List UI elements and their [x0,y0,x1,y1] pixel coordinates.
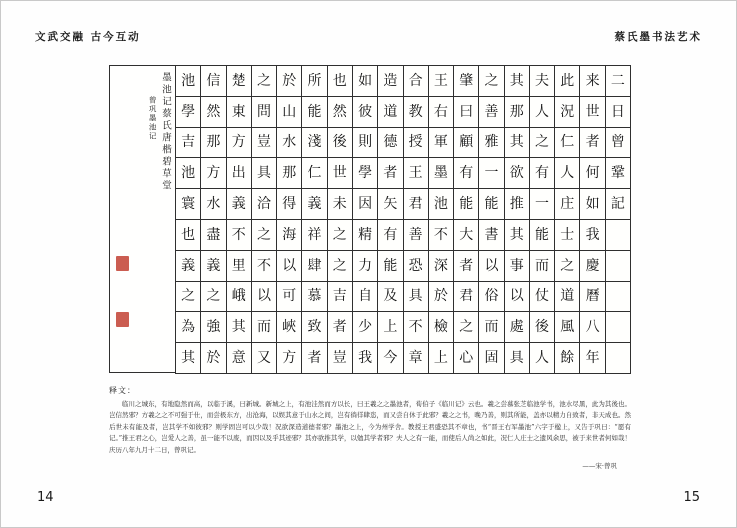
glyph-cell: 以 [277,251,302,282]
glyph-cell: 君 [454,282,479,313]
glyph-cell: 義 [227,189,252,220]
glyph-cell [606,251,631,282]
glyph-cell: 以 [252,282,277,313]
glyph-cell: 豈 [328,343,353,374]
glyph-cell: 上 [378,312,403,343]
glyph-cell: 淺 [302,128,327,159]
glyph-cell: 仁 [555,128,580,159]
glyph-cell: 造 [378,66,403,97]
glyph-cell: 者 [378,158,403,189]
glyph-cell: 具 [252,158,277,189]
glyph-cell: 能 [530,220,555,251]
glyph-cell: 洽 [252,189,277,220]
colophon-subtitle: 曾巩墨池记 [148,96,158,141]
glyph-cell: 不 [227,220,252,251]
glyph-cell: 為 [176,312,201,343]
glyph-cell: 能 [479,189,504,220]
glyph-cell: 庄 [555,189,580,220]
glyph-cell: 池 [176,66,201,97]
glyph-cell: 推 [505,189,530,220]
glyph-cell: 上 [429,343,454,374]
glyph-cell: 世 [328,158,353,189]
glyph-cell: 人 [555,158,580,189]
glyph-cell: 以 [479,251,504,282]
glyph-cell: 不 [252,251,277,282]
glyph-cell: 其 [227,312,252,343]
glyph-cell: 欲 [505,158,530,189]
glyph-cell: 義 [201,251,226,282]
glyph-cell: 精 [353,220,378,251]
glyph-cell: 夫 [530,66,555,97]
glyph-cell: 也 [328,66,353,97]
glyph-cell: 曆 [580,282,605,313]
glyph-cell: 池 [176,158,201,189]
glyph-cell: 之 [176,282,201,313]
glyph-cell: 意 [227,343,252,374]
glyph-cell: 者 [580,128,605,159]
glyph-cell: 君 [404,189,429,220]
folio-number-right: 15 [683,490,700,505]
seal-icon [116,312,129,327]
glyph-cell: 可 [277,282,302,313]
glyph-cell: 其 [505,128,530,159]
glyph-cell: 里 [227,251,252,282]
glyph-cell: 書 [479,220,504,251]
glyph-cell: 所 [302,66,327,97]
glyph-cell: 有 [530,158,555,189]
glyph-cell: 其 [505,66,530,97]
glyph-cell: 其 [505,220,530,251]
glyph-cell: 深 [429,251,454,282]
running-head-right: 蔡氏墨书法艺术 [614,31,702,43]
glyph-cell: 吉 [176,128,201,159]
glyph-cell: 之 [328,220,353,251]
glyph-cell: 道 [555,282,580,313]
glyph-cell: 不 [429,220,454,251]
glyph-cell: 我 [580,220,605,251]
glyph-cell: 彼 [353,97,378,128]
glyph-cell: 未 [328,189,353,220]
glyph-cell: 自 [353,282,378,313]
glyph-cell: 義 [176,251,201,282]
glyph-cell: 有 [378,220,403,251]
glyph-cell: 之 [555,251,580,282]
calligraphy-grid [175,65,631,374]
glyph-cell: 峨 [227,282,252,313]
glyph-cell: 峽 [277,312,302,343]
glyph-cell: 顧 [454,128,479,159]
glyph-cell: 處 [505,312,530,343]
folio-number-left: 14 [37,490,54,505]
glyph-cell: 能 [302,97,327,128]
glyph-cell: 而 [479,312,504,343]
glyph-cell: 善 [479,97,504,128]
glyph-cell: 記 [606,189,631,220]
glyph-cell: 鞏 [606,158,631,189]
calligraphy-plate [109,65,631,373]
glyph-cell: 而 [530,251,555,282]
glyph-cell: 方 [277,343,302,374]
glyph-cell: 池 [429,189,454,220]
glyph-cell: 及 [378,282,403,313]
glyph-cell: 肆 [302,251,327,282]
glyph-cell: 来 [580,66,605,97]
glyph-cell: 今 [378,343,403,374]
glyph-cell: 之 [479,66,504,97]
glyph-cell: 以 [505,282,530,313]
glyph-cell: 者 [328,312,353,343]
glyph-cell: 風 [555,312,580,343]
glyph-cell: 王 [429,66,454,97]
glyph-cell: 方 [227,128,252,159]
colophon-title: 墨池记蔡氏唐楷碧草堂 [160,72,171,192]
glyph-cell: 曾 [606,128,631,159]
glyph-cell: 年 [580,343,605,374]
plate-colophon [109,65,175,373]
annotation-body: 临川之城东，有地隐然而高，以临于溪，曰新城。新城之上，有池洼然而方以长，曰王羲之之墨池者，荀伯子《临川记》云也。羲之尝慕张芝临池学书，池水尽黑，此为其後也。岂信然邪？方羲之之不可强于仕，而尝极东方，出沧海，以娱其意于山水之间，岂有徜徉肆恣，而又尝自休于此邪？羲之之书，晚乃善，则其所能，盖亦以精力自致者，非天成也。然后世未有能及者，岂其学不如彼邪？则学固岂可以少哉！况欲深造道德者邪？墨池之上，今为州学舍。教授王君盛恐其不章也，书“晋王右军墨池”六字于楹上，又告于巩曰：“愿有记。”推王君之心，岂爱人之善，虽一能不以废，而因以及乎其迹邪？其亦欲推其学，以勉其学者邪？夫人之有一能，而使后人尚之如此，况仁人庄士之遗风余思，被于来世者何如哉！庆历八年九月十二日，曾巩记。 [109,400,631,454]
glyph-cell: 後 [530,312,555,343]
glyph-cell: 右 [429,97,454,128]
glyph-cell: 事 [505,251,530,282]
glyph-cell [606,343,631,374]
glyph-cell: 何 [580,158,605,189]
glyph-cell: 慕 [302,282,327,313]
glyph-cell: 二 [606,66,631,97]
glyph-cell: 章 [404,343,429,374]
glyph-cell: 者 [302,343,327,374]
glyph-cell: 教 [404,97,429,128]
seal-icon [116,256,129,271]
glyph-cell: 吉 [328,282,353,313]
glyph-cell: 世 [580,97,605,128]
glyph-cell: 又 [252,343,277,374]
glyph-cell: 能 [378,251,403,282]
glyph-cell: 肇 [454,66,479,97]
glyph-cell: 具 [505,343,530,374]
glyph-cell: 俗 [479,282,504,313]
glyph-cell: 於 [429,282,454,313]
glyph-cell: 那 [277,158,302,189]
glyph-cell: 楚 [227,66,252,97]
glyph-cell: 餘 [555,343,580,374]
glyph-cell: 恐 [404,251,429,282]
glyph-cell: 曰 [454,97,479,128]
glyph-cell: 合 [404,66,429,97]
glyph-cell: 授 [404,128,429,159]
annotation-title: 释文： [109,386,136,395]
glyph-cell: 善 [404,220,429,251]
glyph-cell: 況 [555,97,580,128]
glyph-cell: 其 [176,343,201,374]
glyph-cell: 日 [606,97,631,128]
glyph-cell: 山 [277,97,302,128]
glyph-cell: 八 [580,312,605,343]
glyph-cell: 信 [201,66,226,97]
annotation-block [109,385,631,470]
glyph-cell: 盡 [201,220,226,251]
glyph-cell: 義 [302,189,327,220]
glyph-cell: 因 [353,189,378,220]
glyph-cell: 一 [479,158,504,189]
glyph-cell: 學 [353,158,378,189]
glyph-cell: 墨 [429,158,454,189]
glyph-cell: 力 [353,251,378,282]
glyph-cell: 問 [252,97,277,128]
glyph-cell [606,282,631,313]
annotation-signature: ——宋·曾巩 [582,461,617,470]
glyph-cell: 一 [530,189,555,220]
glyph-cell: 寰 [176,189,201,220]
glyph-cell: 固 [479,343,504,374]
glyph-cell: 如 [580,189,605,220]
glyph-cell: 那 [505,97,530,128]
glyph-cell: 之 [252,220,277,251]
glyph-cell: 道 [378,97,403,128]
glyph-cell: 矢 [378,189,403,220]
glyph-cell: 軍 [429,128,454,159]
glyph-cell: 心 [454,343,479,374]
glyph-cell: 此 [555,66,580,97]
glyph-cell: 檢 [429,312,454,343]
glyph-cell: 強 [201,312,226,343]
glyph-cell: 雅 [479,128,504,159]
glyph-cell: 然 [328,97,353,128]
glyph-cell: 慶 [580,251,605,282]
glyph-cell: 水 [201,189,226,220]
glyph-cell: 如 [353,66,378,97]
glyph-cell: 於 [201,343,226,374]
glyph-cell: 則 [353,128,378,159]
glyph-cell: 少 [353,312,378,343]
glyph-cell: 之 [530,128,555,159]
glyph-cell: 致 [302,312,327,343]
glyph-cell: 王 [404,158,429,189]
glyph-cell: 海 [277,220,302,251]
glyph-cell: 豈 [252,128,277,159]
glyph-cell: 而 [252,312,277,343]
glyph-cell: 不 [404,312,429,343]
glyph-cell: 德 [378,128,403,159]
glyph-cell: 我 [353,343,378,374]
glyph-cell: 之 [454,312,479,343]
glyph-cell: 人 [530,97,555,128]
glyph-cell: 之 [201,282,226,313]
glyph-cell: 仁 [302,158,327,189]
glyph-cell: 得 [277,189,302,220]
glyph-cell [606,220,631,251]
glyph-cell: 水 [277,128,302,159]
glyph-cell: 士 [555,220,580,251]
glyph-cell: 學 [176,97,201,128]
glyph-cell: 者 [454,251,479,282]
glyph-cell: 方 [201,158,226,189]
glyph-cell: 東 [227,97,252,128]
glyph-cell: 出 [227,158,252,189]
glyph-cell: 然 [201,97,226,128]
glyph-cell: 大 [454,220,479,251]
running-head-left: 文武交融 古今互动 [35,31,141,43]
glyph-cell [606,312,631,343]
glyph-cell: 具 [404,282,429,313]
glyph-cell: 也 [176,220,201,251]
glyph-cell: 於 [277,66,302,97]
glyph-cell: 祥 [302,220,327,251]
glyph-cell: 能 [454,189,479,220]
glyph-cell: 那 [201,128,226,159]
glyph-cell: 後 [328,128,353,159]
glyph-cell: 人 [530,343,555,374]
glyph-cell: 之 [328,251,353,282]
glyph-cell: 仗 [530,282,555,313]
glyph-cell: 有 [454,158,479,189]
glyph-cell: 之 [252,66,277,97]
